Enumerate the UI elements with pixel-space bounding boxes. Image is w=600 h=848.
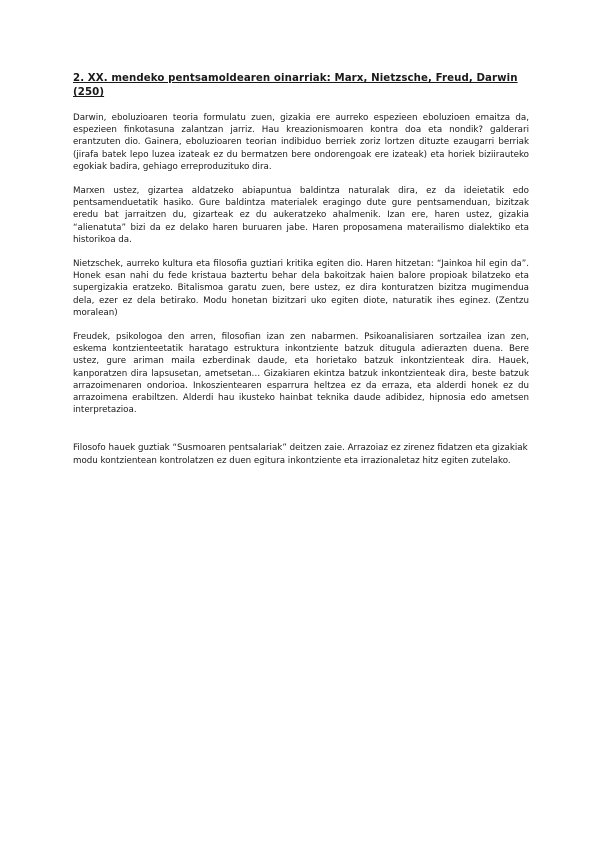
paragraph-nietzsche: Nietzschek, aurreko kultura eta filosofia guztiari kritika egiten dio. Haren hitzetan: “Jainkoa hil egin da”. Honek esan nahi du fede kristaua baztertu behar dela bakoitzak haien balore propioak bilatzeko eta supergizakia eratzeko. Bitalismoa garatu zuen, bere ustez, ez dira konturatzen bizitza mugimendua dela, ezer ez dela betirako. Modu honetan bizitzari uko egiten diote, naturatik ihes eginez. (Zentzu moralean) <box>73 259 529 318</box>
paragraph-conclusion <box>73 442 529 466</box>
paragraph-darwin: Darwin, eboluzioaren teoria formulatu zuen, gizakia ere aurreko espezieen eboluzioen emaitza da, espezieen finkotasuna zalantzan jarriz. Hau kreazionismoaren kontra doa eta nondik? galderari erantzuten dio. Gainera, eboluzioaren teorian indibiduo berriek zoriz lortzen dituzte ezaugarri berriak (jirafa batek lepo luzea izateak ez du bermatzen bere ondorengoak ere izateak) eta horiek biziirauteko egokiak badira, gehiago erreproduzituko dira. <box>73 113 529 172</box>
paragraph-marx: Marxen ustez, gizartea aldatzeko abiapuntua baldintza naturalak dira, ez da ideietatik edo pentsamenduetatik hasiko. Gure baldintza materialek eragingo dute gure pentsamenduan, bizitzak eredu bat jarraitzen du, gizarteak ez du aukeratzeko ahalmenik. Izan ere, haren ustez, gizakia “alienatuta” bizi da ez delako haren buruaren jabe. Haren proposamena materailismo dialektiko eta historikoa da. <box>73 186 529 245</box>
section-heading: 2. XX. mendeko pentsamoldearen oinarriak: Marx, Nietzsche, Freud, Darwin (250) <box>73 73 518 98</box>
conclusion-line-1: Filosofo hauek guztiak “Susmoaren pentsalariak” deitzen zaie. Arrazoiaz ez zirenez fidatzen eta gizakiak <box>73 443 528 454</box>
paragraph-freud: Freudek, psikologoa den arren, filosofian izan zen nabarmen. Psikoanalisiaren sortzailea izan zen, eskema kontzienteetatik haratago estruktura inkontziente batzuk ditugula adierazten duena. Bere ustez, gure ariman maila ezberdinak daude, eta horietako batzuk inkontzienteak dira. Hauek, kanporatzen dira lapsusetan, ametsetan… Gizakiaren ekintza batzuk inkontzienteak dira, beste batzuk arrazoimenaren ondorioa. Inkoszientearen esparrura heltzea ez da erraza, eta alderdi honek ez du arrazoimena erabiltzen. Alderdi hau ikusteko hainbat teknika daude adibidez, hipnosia edo ametsen interpretazioa. <box>73 332 529 416</box>
conclusion-line-2: modu kontzientean kontrolatzen ez duen egitura inkontziente eta irrazionaletaz hitz egiten zutelako. <box>73 455 511 466</box>
document-page <box>73 72 529 479</box>
